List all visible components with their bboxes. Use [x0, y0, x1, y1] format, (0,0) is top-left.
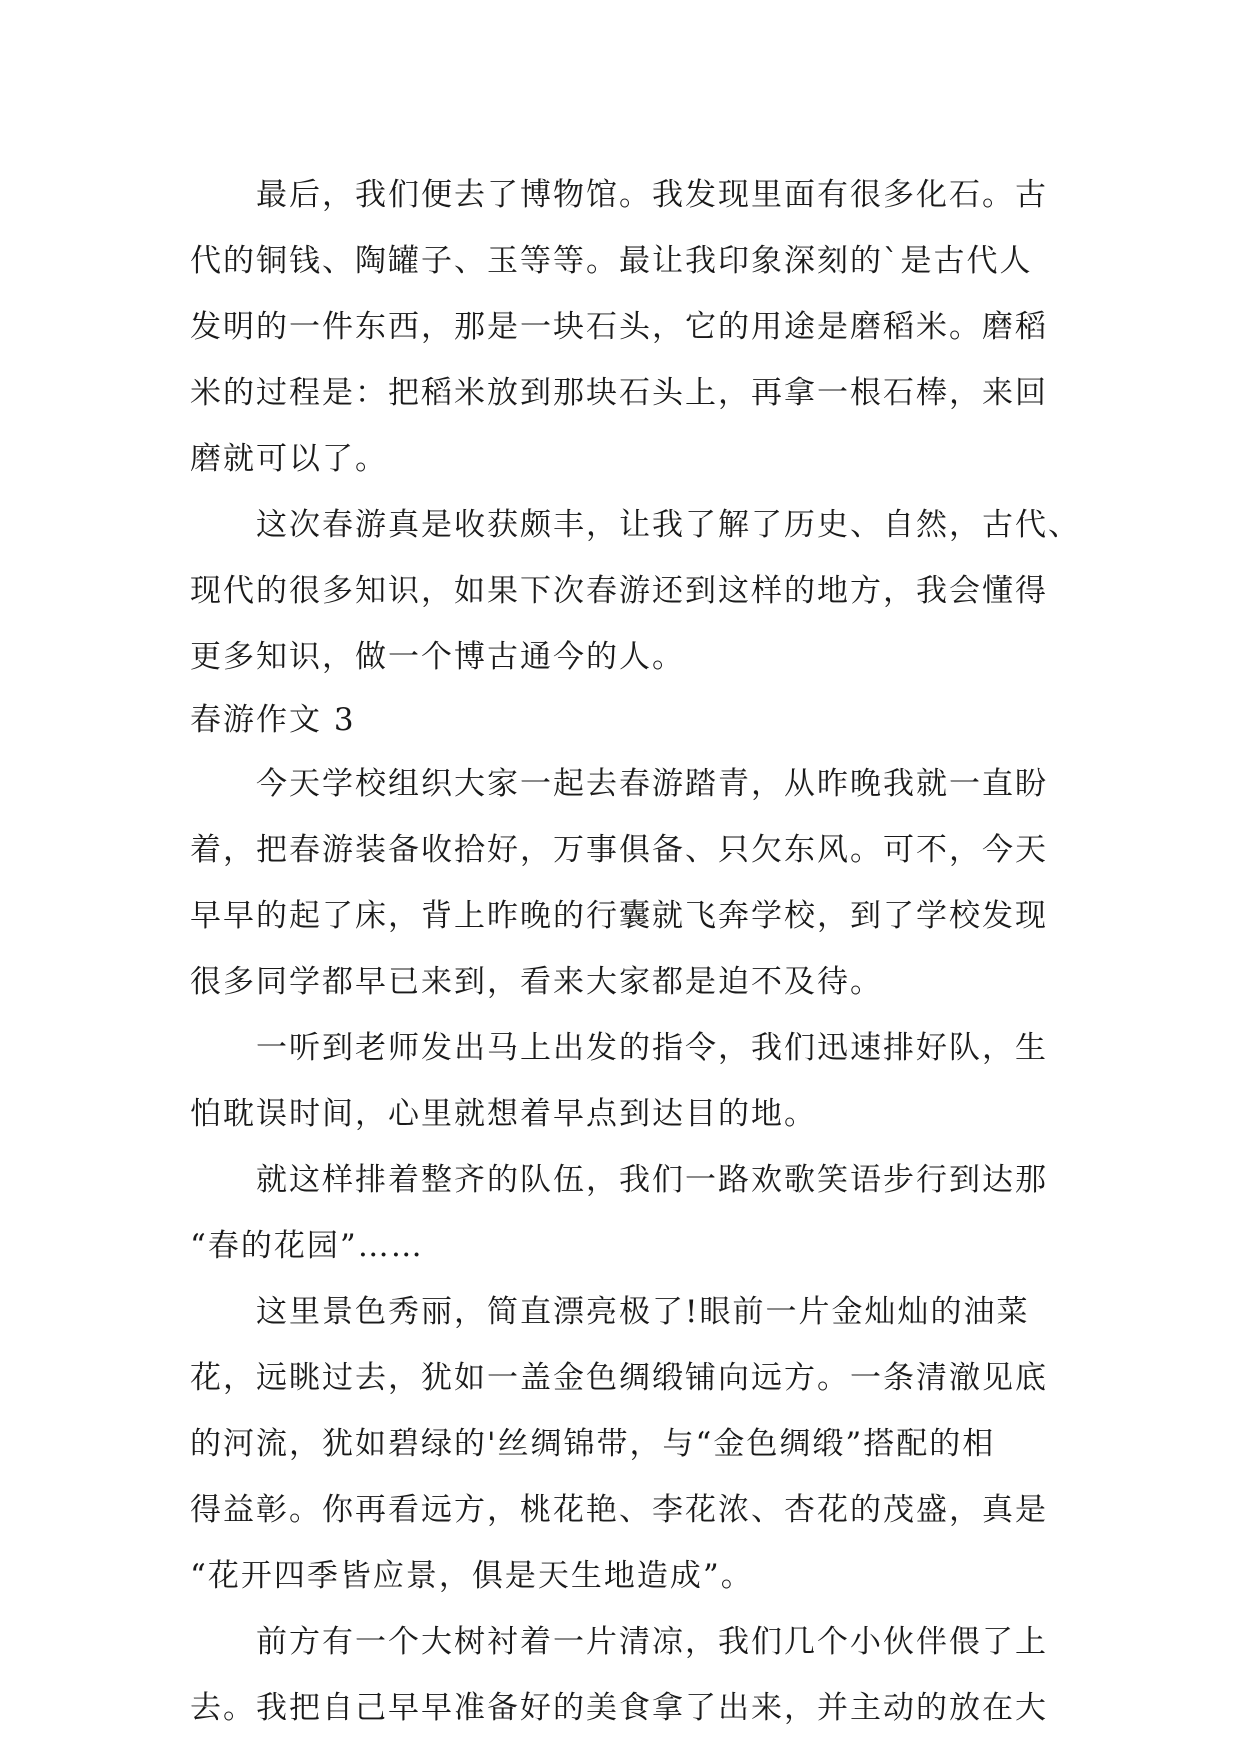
text-line: 最后，我们便去了博物馆。我发现里面有很多化石。古	[190, 177, 1048, 213]
text-line: 米的过程是：把稻米放到那块石头上，再拿一根石棒，来回	[190, 375, 1048, 411]
text-line: “花开四季皆应景，俱是天生地造成”。	[190, 1558, 754, 1594]
text-line: 今天学校组织大家一起去春游踏青，从昨晚我就一直盼	[190, 766, 1048, 802]
text-line: 去。我把自己早早准备好的美食拿了出来，并主动的放在大	[190, 1690, 1048, 1726]
text-line: 就这样排着整齐的队伍，我们一路欢歌笑语步行到达那	[190, 1162, 1048, 1198]
section-heading: 春游作文 3	[190, 702, 356, 738]
text-line: 花，远眺过去，犹如一盖金色绸缎铺向远方。一条清澈见底	[190, 1360, 1048, 1396]
text-line: 的河流，犹如碧绿的'丝绸锦带，与“金色绸缎”搭配的相	[190, 1426, 996, 1462]
text-line: 前方有一个大树衬着一片清凉，我们几个小伙伴偎了上	[190, 1624, 1048, 1660]
text-line: 得益彰。你再看远方，桃花艳、李花浓、杏花的茂盛，真是	[190, 1492, 1048, 1528]
text-line: 现代的很多知识，如果下次春游还到这样的地方，我会懂得	[190, 573, 1048, 609]
text-line: 很多同学都早已来到，看来大家都是迫不及待。	[190, 964, 883, 1000]
text-line: 代的铜钱、陶罐子、玉等等。最让我印象深刻的`是古代人	[190, 243, 1033, 279]
text-line: 更多知识，做一个博古通今的人。	[190, 639, 685, 675]
text-line: 怕耽误时间，心里就想着早点到达目的地。	[190, 1096, 817, 1132]
text-line: 这次春游真是收获颇丰，让我了解了历史、自然，古代、	[190, 507, 1081, 543]
text-line: 磨就可以了。	[190, 441, 388, 477]
text-line: “春的花园”……	[190, 1228, 424, 1264]
text-line: 着，把春游装备收拾好，万事俱备、只欠东风。可不，今天	[190, 832, 1048, 868]
text-line: 这里景色秀丽，简直漂亮极了!眼前一片金灿灿的油菜	[190, 1294, 1030, 1330]
document-page	[190, 162, 1081, 1741]
text-line: 一听到老师发出马上出发的指令，我们迅速排好队，生	[190, 1030, 1048, 1066]
text-line: 发明的一件东西，那是一块石头，它的用途是磨稻米。磨稻	[190, 309, 1048, 345]
text-line: 早早的起了床，背上昨晚的行囊就飞奔学校，到了学校发现	[190, 898, 1048, 934]
